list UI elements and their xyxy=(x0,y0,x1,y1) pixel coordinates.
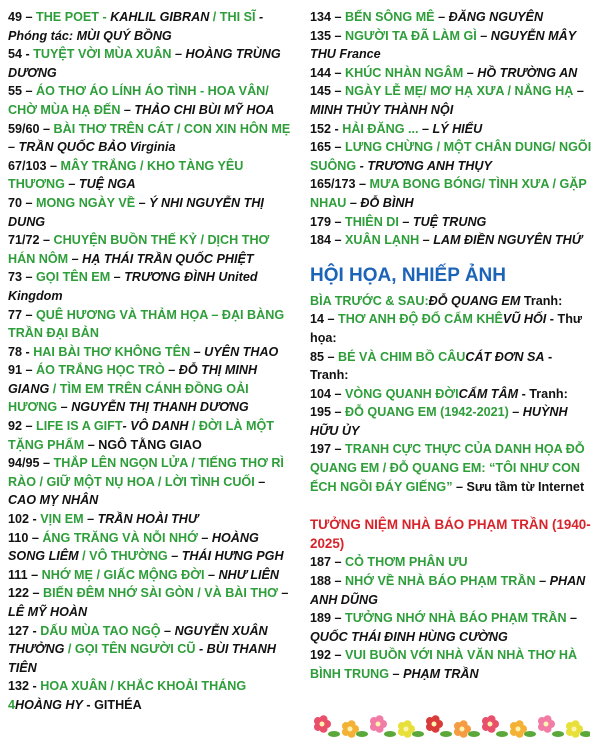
entry-page-number: 59/60 – xyxy=(8,121,54,136)
entry-author: – TUỆ TRUNG xyxy=(398,214,487,229)
entry-title: LIFE IS A GIFT xyxy=(36,419,123,434)
entry-note: - Thư họa: xyxy=(310,312,583,345)
toc-entry xyxy=(310,646,592,683)
entry-page-number: 102 - xyxy=(8,512,41,527)
toc-entry xyxy=(310,403,592,440)
entry-page-number: 145 – xyxy=(310,84,346,99)
flower-icon xyxy=(398,720,424,738)
entry-author: ĐỖ QUANG EM xyxy=(428,293,521,308)
toc-entry xyxy=(310,385,592,404)
art-section-heading: HỘI HỌA, NHIẾP ẢNH xyxy=(310,264,507,286)
entry-title: NGƯỜI TA ĐÃ LÀM GÌ xyxy=(345,28,477,43)
entry-page-number: 94/95 – xyxy=(8,456,54,471)
entry-title: HOA XUÂN / KHẮC KHOẢI THÁNG 4 xyxy=(8,679,247,712)
entry-page-number: 85 – xyxy=(310,349,339,364)
toc-entry xyxy=(8,622,291,678)
entry-title: BÉ VÀ CHIM BỒ CÂU xyxy=(338,349,466,364)
entry-note: - GITHÉA xyxy=(82,697,142,712)
entry-page-number: 132 - xyxy=(8,679,41,694)
entry-author: VŨ HỐI xyxy=(502,312,547,327)
toc-entry xyxy=(310,82,592,119)
toc-entry xyxy=(8,194,291,231)
entry-page-number: 70 – xyxy=(8,195,37,210)
entry-page-number: 122 – xyxy=(8,586,44,601)
poetry-list-continued xyxy=(310,8,592,250)
entry-page-number: 179 – xyxy=(310,214,346,229)
flower-border-image xyxy=(310,710,590,740)
memorial-section-heading: TƯỞNG NIỆM NHÀ BÁO PHẠM TRẦN (1940- 2025) xyxy=(310,517,591,551)
entry-title: / GỌI TÊN NGƯỜI CŨ xyxy=(64,642,196,657)
flower-icon xyxy=(370,715,396,737)
entry-title: TUYỆT VỜI MÙA XUÂN xyxy=(33,47,172,62)
toc-entry xyxy=(8,361,291,417)
toc-entry xyxy=(8,82,291,119)
entry-author: – UYÊN THAO xyxy=(190,344,279,359)
entry-author: CẨM TÂM xyxy=(458,386,519,401)
entry-page-number: 144 – xyxy=(310,65,346,80)
entry-page-number: 73 – xyxy=(8,270,37,285)
entry-page-number: 67/103 – xyxy=(8,158,61,173)
flower-icon xyxy=(566,720,590,738)
flower-icon xyxy=(510,720,536,738)
entry-author: – HẠ THÁI TRẦN QUỐC PHIỆT xyxy=(68,251,254,266)
entry-note: – Sưu tầm từ Internet xyxy=(452,479,585,494)
entry-author: – HỒ TRƯỜNG AN xyxy=(463,65,578,80)
entry-title: ÁO THƠ ÁO LÍNH ÁO TÌNH - HOA VÂN/ CHỜ MÙA HẠ ĐẾN xyxy=(8,84,269,117)
entry-author: – LÝ HIỂU xyxy=(418,121,483,136)
toc-entry xyxy=(8,306,291,343)
entry-author: – QUỐC THÁI ĐINH HÙNG CƯỜNG xyxy=(310,611,578,644)
entry-page-number: 165/173 – xyxy=(310,177,370,192)
flower-icon xyxy=(314,715,340,737)
entry-page-number: 188 – xyxy=(310,574,346,589)
entry-title: VỊN EM xyxy=(40,512,84,527)
art-section-list xyxy=(310,292,592,497)
entry-author: – TRẦN QUỐC BẢO Virginia xyxy=(8,140,176,155)
entry-title: TƯỞNG NHỚ NHÀ BÁO PHẠM TRẦN xyxy=(345,611,567,626)
entry-title: / ĐỜI LÀ MỘT TẶNG PHẨM xyxy=(8,419,274,452)
entry-author: – TUỆ NGA xyxy=(64,177,136,192)
entry-author: – NHƯ LIÊN xyxy=(204,567,280,582)
entry-page-number: 78 - xyxy=(8,344,34,359)
toc-entry xyxy=(310,292,592,311)
entry-page-number: 152 - xyxy=(310,121,343,136)
entry-title: NHỚ MẸ / GIẤC MỘNG ĐỜI xyxy=(41,567,205,582)
entry-author: – NGUYỄN MÂY THU France xyxy=(310,28,576,62)
entry-author: – LAM ĐIỀN NGUYÊN THỨ xyxy=(419,233,582,248)
entry-author: KAHLIL GIBRAN xyxy=(110,10,210,24)
toc-entry xyxy=(8,417,291,454)
entry-author: – THÁI HƯNG PGH xyxy=(167,549,284,564)
entry-page-number: 111 – xyxy=(8,567,42,582)
entry-title: BÀI THƠ TRÊN CÁT / CON XIN HÔN MẸ xyxy=(53,121,291,136)
entry-title: BIẾN ĐÊM NHỚ SÀI GÒN / VÀ BÀI THƠ xyxy=(43,586,278,601)
flower-icon xyxy=(538,715,564,737)
entry-title: VÒNG QUANH ĐỜI xyxy=(345,386,459,401)
entry-title: MƯA BONG BÓNG/ TÌNH XƯA / GẶP NHAU xyxy=(310,177,587,210)
left-column xyxy=(8,8,291,715)
entry-page-number: 184 – xyxy=(310,233,346,248)
entry-author: – Ý NHI NGUYỄN THỊ DUNG xyxy=(8,195,264,229)
flower-icon xyxy=(482,715,508,737)
toc-entry xyxy=(8,45,291,82)
toc-entry xyxy=(310,609,592,646)
entry-page-number: 165 – xyxy=(310,140,346,155)
entry-author: – HOÀNG TRÙNG DƯƠNG xyxy=(8,47,281,80)
toc-entry xyxy=(8,157,291,194)
entry-note: - Tranh: xyxy=(310,349,553,383)
entry-author: - TRƯƠNG ANH THỤY xyxy=(356,158,492,173)
entry-author: - Phóng tác: MÙI QUÝ BỒNG xyxy=(8,10,264,43)
entry-page-number: 104 – xyxy=(310,386,346,401)
entry-title: / THI SĨ xyxy=(209,10,259,24)
entry-author: - BÙI THANH TIÊN xyxy=(8,642,276,675)
entry-author: CÁT ĐƠN SA xyxy=(465,349,545,364)
entry-note: Tranh: xyxy=(520,293,563,308)
entry-page-number: 197 – xyxy=(310,442,346,457)
entry-author: – LÊ MỸ HOÀN xyxy=(8,586,289,619)
toc-entry xyxy=(310,440,592,496)
toc-entry xyxy=(310,348,592,385)
entry-title: MONG NGÀY VỀ xyxy=(36,195,139,210)
toc-entry xyxy=(310,64,592,83)
entry-title: ĐỖ QUANG EM (1942-2021) xyxy=(345,405,509,420)
entry-title: THẮP LÊN NGỌN LỬA / TIẾNG THƠ RÌ RÀO / GIỮ MỘT NỤ HOA / LỜI TÌNH CUỐI xyxy=(8,456,284,489)
entry-page-number: 49 – xyxy=(8,10,37,24)
entry-title: GỌI TÊN EM xyxy=(36,270,111,285)
entry-title: THE POET - xyxy=(36,10,111,24)
entry-page-number: 77 – xyxy=(8,307,37,322)
entry-title: THƠ ANH ĐỘ ĐỔ CẨM KHÊ xyxy=(338,312,503,327)
toc-entry xyxy=(310,213,592,232)
entry-page-number: 92 – xyxy=(8,419,37,434)
entry-title: CHUYỆN BUỒN THẾ KỶ / DỊCH THƠ HÁN NÔM xyxy=(8,233,270,266)
toc-entry xyxy=(310,572,592,609)
entry-title: HAI BÀI THƠ KHÔNG TÊN xyxy=(33,344,191,359)
entry-author: – CAO MỴ NHÂN xyxy=(8,474,266,508)
toc-entry xyxy=(8,454,291,510)
entry-title: MÂY TRẮNG / KHO TÀNG YÊU THƯƠNG xyxy=(8,158,244,192)
entry-page-number: 14 – xyxy=(310,312,339,327)
entry-page-number: 71/72 – xyxy=(8,233,54,248)
entry-author: – TRƯƠNG ĐÌNH United Kingdom xyxy=(8,270,258,303)
entry-page-number: 91 – xyxy=(8,363,37,378)
entry-title: DẤU MÙA TAO NGỘ xyxy=(40,623,161,638)
entry-author: – PHAN ANH DŨNG xyxy=(310,574,586,607)
entry-page-number: 55 – xyxy=(8,84,37,99)
toc-entry xyxy=(8,8,291,45)
toc-entry xyxy=(8,584,291,621)
right-column xyxy=(310,8,592,684)
entry-title: THIÊN DI xyxy=(345,214,399,229)
toc-entry xyxy=(8,343,291,362)
toc-entry xyxy=(8,268,291,305)
entry-author: – ĐĂNG NGUYÊN xyxy=(434,10,544,24)
entry-page-number: 110 – xyxy=(8,530,43,545)
entry-author: – THẢO CHI BÙI MỸ HOA xyxy=(120,102,275,117)
toc-entry xyxy=(310,138,592,175)
entry-page-number: 189 – xyxy=(310,611,346,626)
entry-note: – NGÔ TẰNG GIAO xyxy=(84,437,202,452)
toc-entry xyxy=(310,553,592,572)
entry-page-number: 135 – xyxy=(310,28,346,43)
entry-title: XUÂN LẠNH xyxy=(345,233,420,248)
entry-author: - VÔ DANH xyxy=(122,419,189,434)
memorial-section-list xyxy=(310,553,592,683)
flower-icon xyxy=(454,720,480,738)
toc-entry xyxy=(8,120,291,157)
toc-entry xyxy=(310,120,592,139)
toc-entry xyxy=(8,677,291,714)
entry-author: – MINH THỦY THÀNH NỘI xyxy=(310,84,584,117)
entry-title: BẾN SÔNG MÊ xyxy=(345,10,435,24)
entry-title: HẢI ĐĂNG ... xyxy=(342,121,419,136)
flower-icon xyxy=(426,715,452,737)
entry-author: – TRẦN HOÀI THƯ xyxy=(83,512,199,527)
entry-title: LƯNG CHỪNG / MỘT CHÂN DUNG/ NGÕI SUÔNG xyxy=(310,140,592,173)
entry-page-number: 134 – xyxy=(310,10,346,24)
entry-title: TRANH CỰC THỰC CỦA DANH HỌA ĐỖ QUANG EM / ĐỖ QUANG EM: “TÔI NHƯ CON ẾCH NGỒI ĐÁY GIẾNG” xyxy=(310,442,585,494)
entry-author: – HUỲNH HỮU ỦY xyxy=(310,405,568,438)
entry-title: NHỚ VỀ NHÀ BÁO PHẠM TRẦN xyxy=(345,574,536,589)
entry-page-number: 192 – xyxy=(310,648,346,663)
entry-title: QUÊ HƯƠNG VÀ THẢM HỌA – ĐẠI BÀNG TRẦN ĐẠI BẢN xyxy=(8,307,285,341)
entry-title: / VÔ THƯỜNG xyxy=(78,549,168,564)
entry-author: – NGUYỄN XUÂN THƯỞNG xyxy=(8,623,268,657)
toc-entry xyxy=(8,529,291,566)
entry-author: – NGUYỄN THỊ THANH DƯƠNG xyxy=(57,400,249,415)
entry-title: KHÚC NHÀN NGÂM xyxy=(345,65,464,80)
entry-page-number: 187 – xyxy=(310,555,346,570)
entry-page-number: 54 - xyxy=(8,47,34,62)
entry-page-number: 195 – xyxy=(310,405,346,420)
toc-entry xyxy=(8,231,291,268)
toc-entry xyxy=(310,310,592,347)
toc-entry xyxy=(310,8,592,27)
entry-title: BÌA TRƯỚC & SAU: xyxy=(310,293,429,308)
flower-icon xyxy=(342,720,368,738)
entry-title: VUI BUỒN VỚI NHÀ VĂN NHÀ THƠ HÀ BÌNH TRUNG xyxy=(310,648,578,681)
entry-author: HOÀNG HY xyxy=(15,697,83,712)
entry-author: – HOÀNG SONG LIÊM xyxy=(8,530,259,564)
entry-title: NGÀY LỄ MẸ/ MƠ HẠ XƯA / NẮNG HẠ xyxy=(345,84,574,99)
entry-author: – ĐỖ THỊ MINH GIANG xyxy=(8,363,258,396)
toc-entry xyxy=(8,510,291,529)
entry-title: / TÌM EM TRÊN CÁNH ĐỒNG OẢI HƯƠNG xyxy=(8,381,249,415)
entry-note: - Tranh: xyxy=(518,386,568,401)
toc-entry xyxy=(310,175,592,212)
toc-entry xyxy=(8,566,291,585)
entry-title: CỎ THƠM PHÂN ƯU xyxy=(345,555,468,570)
entry-page-number: 127 - xyxy=(8,623,41,638)
toc-entry xyxy=(310,231,592,250)
entry-author: – PHẠM TRẦN xyxy=(389,667,479,681)
entry-title: ÁO TRẮNG HỌC TRÒ xyxy=(36,363,165,378)
entry-author: – ĐỖ BÌNH xyxy=(346,195,414,210)
entry-title: ÁNG TRĂNG VÀ NỖI NHỚ xyxy=(42,530,198,545)
toc-entry xyxy=(310,27,592,64)
